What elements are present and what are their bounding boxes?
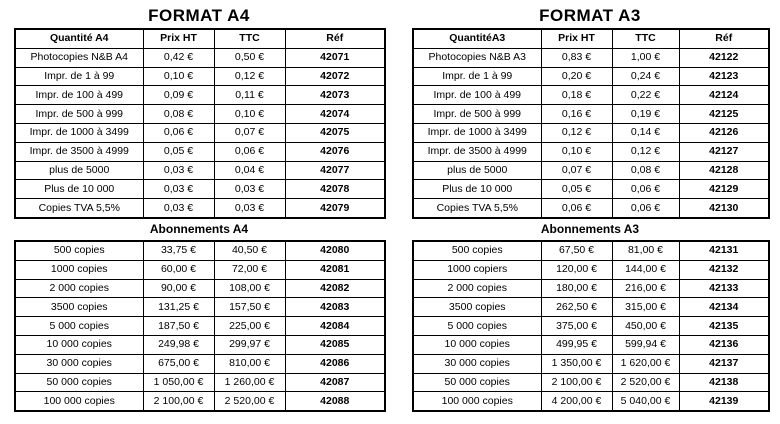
cell-ref: 42135	[679, 317, 769, 336]
cell-quantity: plus de 5000	[15, 161, 143, 180]
cell-ttc: 1 620,00 €	[612, 354, 679, 373]
table-row	[413, 298, 769, 317]
header-quantity: QuantitéA3	[413, 29, 541, 48]
cell-quantity: Copies TVA 5,5%	[15, 199, 143, 218]
cell-ttc: 0,24 €	[612, 67, 679, 86]
cell-quantity: 2 000 copies	[15, 279, 143, 298]
cell-quantity: Impr. de 1 à 99	[413, 67, 541, 86]
cell-ref: 42081	[285, 260, 385, 279]
table-row	[413, 354, 769, 373]
table-row	[15, 180, 385, 199]
cell-price-ht: 0,07 €	[541, 161, 612, 180]
cell-ttc: 0,19 €	[612, 105, 679, 124]
cell-price-ht: 0,05 €	[541, 180, 612, 199]
cell-price-ht: 180,00 €	[541, 279, 612, 298]
cell-price-ht: 2 100,00 €	[143, 392, 214, 411]
cell-price-ht: 0,03 €	[143, 180, 214, 199]
cell-ref: 42086	[285, 354, 385, 373]
cell-ttc: 72,00 €	[214, 260, 285, 279]
header-price-ht: Prix HT	[143, 29, 214, 48]
cell-ref: 42124	[679, 86, 769, 105]
table-row	[15, 298, 385, 317]
cell-ttc: 0,14 €	[612, 123, 679, 142]
header-ttc: TTC	[214, 29, 285, 48]
cell-ref: 42139	[679, 392, 769, 411]
cell-quantity: Photocopies N&B A3	[413, 48, 541, 67]
cell-ref: 42074	[285, 105, 385, 124]
cell-ref: 42072	[285, 67, 385, 86]
cell-ttc: 0,11 €	[214, 86, 285, 105]
cell-ttc: 299,97 €	[214, 335, 285, 354]
cell-price-ht: 2 100,00 €	[541, 373, 612, 392]
a4-title: FORMAT A4	[148, 6, 250, 25]
cell-quantity: Impr. de 1000 à 3499	[413, 123, 541, 142]
table-row	[413, 373, 769, 392]
cell-quantity: 3500 copies	[413, 298, 541, 317]
cell-price-ht: 0,03 €	[143, 199, 214, 218]
a3-subscriptions-title: Abonnements A3	[540, 222, 640, 236]
cell-price-ht: 1 350,00 €	[541, 354, 612, 373]
table-row	[413, 335, 769, 354]
cell-price-ht: 0,18 €	[541, 86, 612, 105]
cell-ttc: 0,50 €	[214, 48, 285, 67]
header-ref: Réf	[285, 29, 385, 48]
cell-quantity: 1000 copiers	[413, 260, 541, 279]
cell-price-ht: 0,08 €	[143, 105, 214, 124]
cell-quantity: Plus de 10 000	[15, 180, 143, 199]
cell-price-ht: 0,16 €	[541, 105, 612, 124]
cell-quantity: 5 000 copies	[413, 317, 541, 336]
a3-price-table	[412, 28, 770, 219]
cell-price-ht: 187,50 €	[143, 317, 214, 336]
cell-ttc: 157,50 €	[214, 298, 285, 317]
cell-ttc: 0,10 €	[214, 105, 285, 124]
cell-quantity: 100 000 copies	[413, 392, 541, 411]
table-row	[413, 317, 769, 336]
cell-ttc: 108,00 €	[214, 279, 285, 298]
cell-quantity: Impr. de 1000 à 3499	[15, 123, 143, 142]
cell-ref: 42088	[285, 392, 385, 411]
cell-ttc: 0,08 €	[612, 161, 679, 180]
cell-price-ht: 0,10 €	[143, 67, 214, 86]
cell-price-ht: 90,00 €	[143, 279, 214, 298]
table-row	[413, 279, 769, 298]
cell-ref: 42131	[679, 241, 769, 260]
cell-price-ht: 4 200,00 €	[541, 392, 612, 411]
table-row	[15, 161, 385, 180]
table-row	[413, 142, 769, 161]
cell-quantity: Impr. de 3500 à 4999	[15, 142, 143, 161]
cell-price-ht: 120,00 €	[541, 260, 612, 279]
cell-price-ht: 0,12 €	[541, 123, 612, 142]
cell-price-ht: 499,95 €	[541, 335, 612, 354]
cell-ref: 42136	[679, 335, 769, 354]
cell-quantity: 30 000 copies	[15, 354, 143, 373]
cell-ref: 42079	[285, 199, 385, 218]
cell-ref: 42085	[285, 335, 385, 354]
cell-ref: 42071	[285, 48, 385, 67]
table-row	[15, 86, 385, 105]
cell-ref: 42137	[679, 354, 769, 373]
table-row	[15, 105, 385, 124]
table-row	[413, 260, 769, 279]
cell-ttc: 144,00 €	[612, 260, 679, 279]
cell-quantity: 3500 copies	[15, 298, 143, 317]
header-ttc: TTC	[612, 29, 679, 48]
table-row	[15, 48, 385, 67]
cell-price-ht: 131,25 €	[143, 298, 214, 317]
cell-ref: 42125	[679, 105, 769, 124]
table-row	[15, 335, 385, 354]
cell-ttc: 810,00 €	[214, 354, 285, 373]
table-row	[15, 241, 385, 260]
table-row	[15, 279, 385, 298]
cell-ttc: 40,50 €	[214, 241, 285, 260]
cell-ttc: 2 520,00 €	[214, 392, 285, 411]
cell-quantity: Impr. de 500 à 999	[15, 105, 143, 124]
table-row	[15, 373, 385, 392]
cell-quantity: 10 000 copies	[15, 335, 143, 354]
a4-subscriptions-table	[14, 240, 386, 412]
cell-price-ht: 0,10 €	[541, 142, 612, 161]
cell-price-ht: 675,00 €	[143, 354, 214, 373]
cell-price-ht: 0,09 €	[143, 86, 214, 105]
cell-ref: 42122	[679, 48, 769, 67]
cell-quantity: Plus de 10 000	[413, 180, 541, 199]
table-row	[413, 86, 769, 105]
cell-price-ht: 60,00 €	[143, 260, 214, 279]
cell-ref: 42134	[679, 298, 769, 317]
table-row	[15, 392, 385, 411]
table-row	[15, 142, 385, 161]
cell-ttc: 216,00 €	[612, 279, 679, 298]
table-row	[15, 123, 385, 142]
cell-quantity: 2 000 copies	[413, 279, 541, 298]
cell-quantity: Impr. de 3500 à 4999	[413, 142, 541, 161]
a4-price-table	[14, 28, 386, 219]
cell-price-ht: 67,50 €	[541, 241, 612, 260]
table-row	[15, 67, 385, 86]
cell-ttc: 315,00 €	[612, 298, 679, 317]
table-row	[15, 199, 385, 218]
cell-quantity: 30 000 copies	[413, 354, 541, 373]
table-header-row	[15, 29, 385, 48]
cell-ttc: 5 040,00 €	[612, 392, 679, 411]
header-ref: Réf	[679, 29, 769, 48]
cell-price-ht: 0,06 €	[143, 123, 214, 142]
table-row	[413, 392, 769, 411]
a3-subscriptions-table	[412, 240, 770, 412]
cell-ref: 42075	[285, 123, 385, 142]
table-row	[413, 48, 769, 67]
cell-ref: 42080	[285, 241, 385, 260]
cell-ttc: 0,12 €	[214, 67, 285, 86]
cell-price-ht: 262,50 €	[541, 298, 612, 317]
table-row	[15, 317, 385, 336]
table-row	[413, 241, 769, 260]
cell-quantity: Impr. de 500 à 999	[413, 105, 541, 124]
cell-ref: 42078	[285, 180, 385, 199]
cell-ttc: 225,00 €	[214, 317, 285, 336]
cell-ttc: 0,06 €	[612, 199, 679, 218]
cell-ref: 42127	[679, 142, 769, 161]
table-header-row	[413, 29, 769, 48]
cell-ref: 42073	[285, 86, 385, 105]
cell-ref: 42084	[285, 317, 385, 336]
table-row	[15, 260, 385, 279]
cell-ttc: 1 260,00 €	[214, 373, 285, 392]
cell-ref: 42083	[285, 298, 385, 317]
cell-price-ht: 0,42 €	[143, 48, 214, 67]
a4-subscriptions-title: Abonnements A4	[149, 222, 249, 236]
table-row	[413, 123, 769, 142]
cell-price-ht: 0,20 €	[541, 67, 612, 86]
cell-ttc: 2 520,00 €	[612, 373, 679, 392]
cell-ref: 42082	[285, 279, 385, 298]
cell-price-ht: 33,75 €	[143, 241, 214, 260]
cell-price-ht: 0,83 €	[541, 48, 612, 67]
cell-quantity: Impr. de 1 à 99	[15, 67, 143, 86]
cell-price-ht: 1 050,00 €	[143, 373, 214, 392]
cell-ref: 42132	[679, 260, 769, 279]
cell-ttc: 0,04 €	[214, 161, 285, 180]
cell-ttc: 0,07 €	[214, 123, 285, 142]
cell-ttc: 0,06 €	[612, 180, 679, 199]
cell-quantity: 50 000 copies	[15, 373, 143, 392]
cell-quantity: Photocopies N&B A4	[15, 48, 143, 67]
cell-price-ht: 375,00 €	[541, 317, 612, 336]
cell-ttc: 450,00 €	[612, 317, 679, 336]
cell-ref: 42128	[679, 161, 769, 180]
cell-ttc: 599,94 €	[612, 335, 679, 354]
cell-price-ht: 0,05 €	[143, 142, 214, 161]
cell-quantity: 1000 copies	[15, 260, 143, 279]
a3-title: FORMAT A3	[539, 6, 641, 25]
cell-ttc: 81,00 €	[612, 241, 679, 260]
cell-quantity: Impr. de 100 à 499	[15, 86, 143, 105]
table-row	[15, 354, 385, 373]
cell-quantity: Impr. de 100 à 499	[413, 86, 541, 105]
cell-ttc: 0,03 €	[214, 199, 285, 218]
cell-ref: 42129	[679, 180, 769, 199]
cell-quantity: 500 copies	[413, 241, 541, 260]
cell-price-ht: 0,06 €	[541, 199, 612, 218]
cell-ref: 42077	[285, 161, 385, 180]
cell-ref: 42130	[679, 199, 769, 218]
table-row	[413, 161, 769, 180]
cell-quantity: 10 000 copies	[413, 335, 541, 354]
cell-ref: 42126	[679, 123, 769, 142]
cell-ref: 42076	[285, 142, 385, 161]
table-row	[413, 199, 769, 218]
cell-ttc: 0,03 €	[214, 180, 285, 199]
table-row	[413, 180, 769, 199]
cell-quantity: 100 000 copies	[15, 392, 143, 411]
cell-price-ht: 0,03 €	[143, 161, 214, 180]
cell-ttc: 0,22 €	[612, 86, 679, 105]
cell-ref: 42133	[679, 279, 769, 298]
header-quantity: Quantité A4	[15, 29, 143, 48]
table-row	[413, 67, 769, 86]
header-price-ht: Prix HT	[541, 29, 612, 48]
cell-ttc: 1,00 €	[612, 48, 679, 67]
cell-quantity: Copies TVA 5,5%	[413, 199, 541, 218]
cell-ttc: 0,12 €	[612, 142, 679, 161]
table-row	[413, 105, 769, 124]
cell-ttc: 0,06 €	[214, 142, 285, 161]
cell-ref: 42123	[679, 67, 769, 86]
cell-price-ht: 249,98 €	[143, 335, 214, 354]
cell-ref: 42138	[679, 373, 769, 392]
cell-quantity: 50 000 copies	[413, 373, 541, 392]
cell-quantity: 500 copies	[15, 241, 143, 260]
cell-quantity: 5 000 copies	[15, 317, 143, 336]
cell-ref: 42087	[285, 373, 385, 392]
cell-quantity: plus de 5000	[413, 161, 541, 180]
